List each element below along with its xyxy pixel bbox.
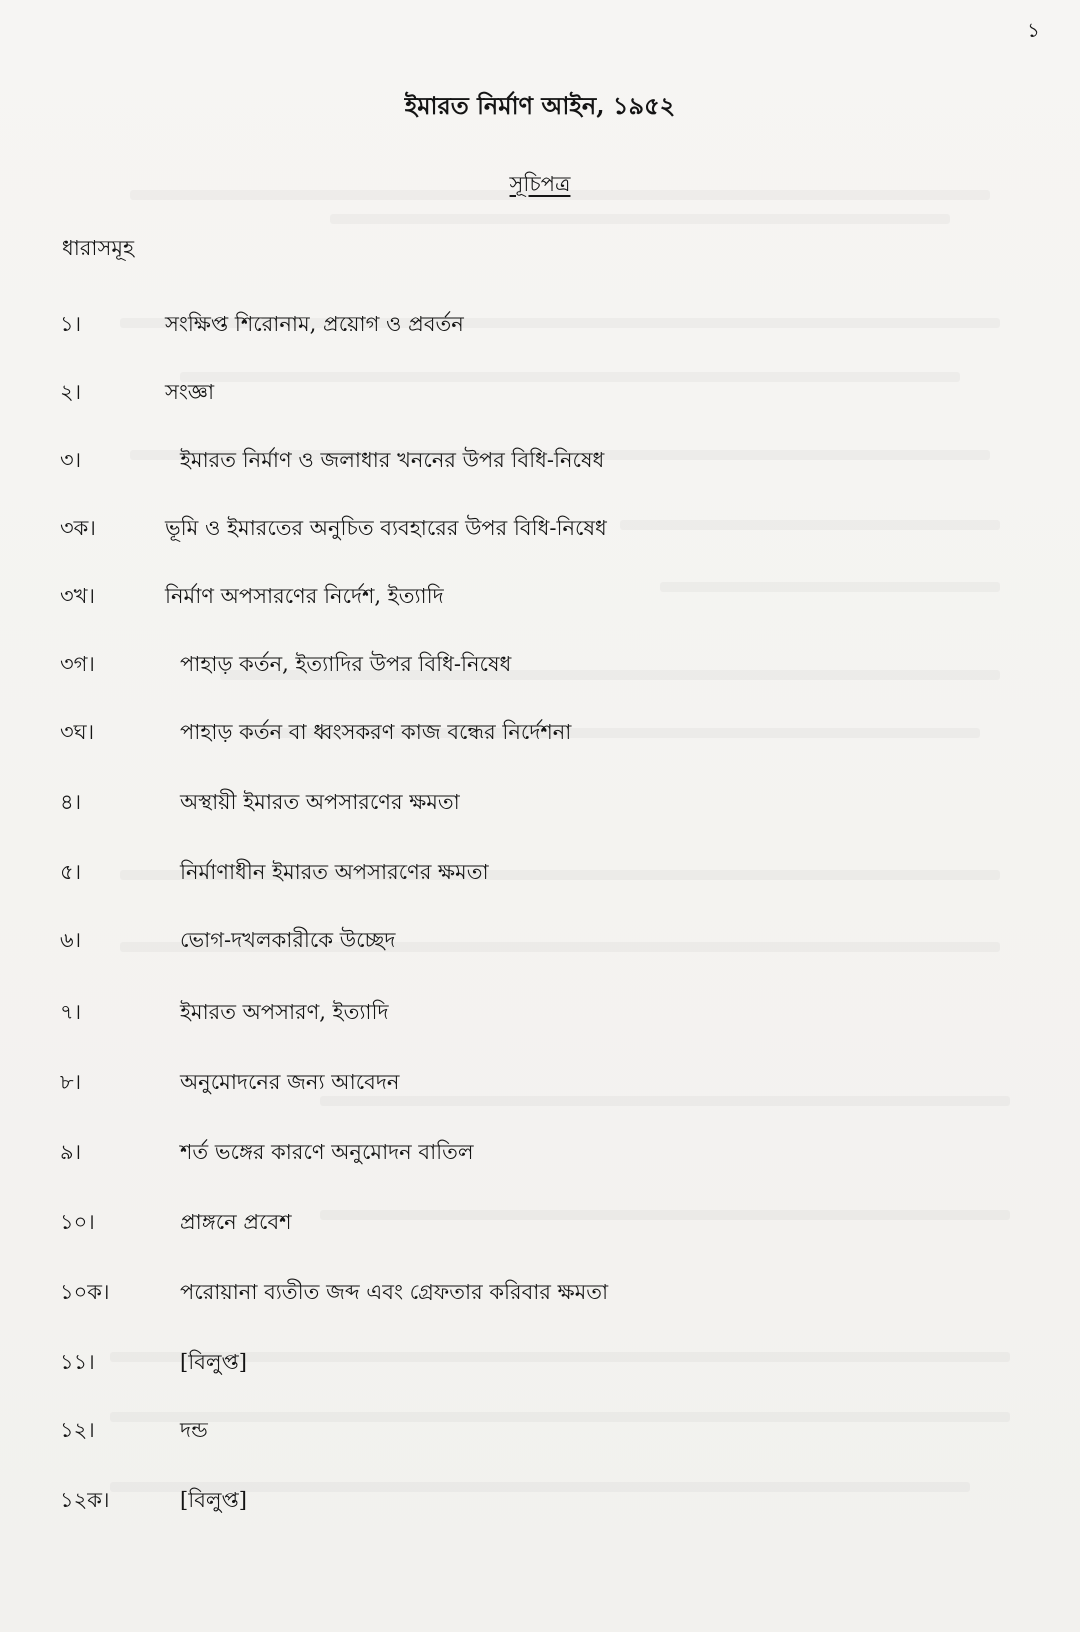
toc-entry	[0, 376, 1080, 410]
section-number: ১১।	[60, 1350, 95, 1374]
section-number: ৯।	[60, 1140, 82, 1164]
section-number: ৩গ।	[60, 652, 95, 676]
section-number: ১২ক।	[60, 1488, 110, 1512]
toc-entry	[0, 308, 1080, 342]
section-number: ১০ক।	[60, 1280, 110, 1304]
sections-heading: ধারাসমূহ	[62, 236, 135, 260]
section-number: ৬।	[60, 928, 82, 952]
section-title: ভোগ-দখলকারীকে উচ্ছেদ	[180, 928, 396, 952]
section-number: ১২।	[60, 1418, 95, 1442]
toc-entry	[0, 444, 1080, 478]
section-number: ১০।	[60, 1210, 95, 1234]
toc-entry	[0, 1414, 1080, 1448]
section-number: ৮।	[60, 1070, 82, 1094]
section-title: ভূমি ও ইমারতের অনুচিত ব্যবহারের উপর বিধি-নিষেধ	[165, 516, 607, 540]
toc-entry	[0, 1276, 1080, 1310]
document-title: ইমারত নির্মাণ আইন, ১৯৫২	[404, 91, 676, 120]
section-number: ৩খ।	[60, 584, 95, 608]
section-title: [বিলুপ্ত]	[180, 1350, 247, 1374]
toc-entry	[0, 716, 1080, 750]
toc-entry	[0, 1346, 1080, 1380]
section-number: ৫।	[60, 860, 82, 884]
toc-entry	[0, 648, 1080, 682]
section-title: প্রাঙ্গনে প্রবেশ	[180, 1210, 292, 1234]
section-title: পাহাড় কর্তন, ইত্যাদির উপর বিধি-নিষেধ	[180, 652, 512, 676]
section-title: ইমারত অপসারণ, ইত্যাদি	[180, 1000, 389, 1024]
section-title: শর্ত ভঙ্গের কারণে অনুমোদন বাতিল	[180, 1140, 474, 1164]
toc-entry	[0, 786, 1080, 820]
section-number: ৩ক।	[60, 516, 96, 540]
toc-entry	[0, 1484, 1080, 1518]
section-title: পরোয়ানা ব্যতীত জব্দ এবং গ্রেফতার করিবার ক্ষমতা	[180, 1280, 609, 1304]
section-number: ৩।	[60, 448, 82, 472]
section-title: অনুমোদনের জন্য আবেদন	[180, 1070, 400, 1094]
section-number: ৭।	[60, 1000, 82, 1024]
section-number: ১।	[60, 312, 82, 336]
toc-entry	[0, 1206, 1080, 1240]
section-title: অস্থায়ী ইমারত অপসারণের ক্ষমতা	[180, 790, 460, 814]
page-number: ১	[1027, 18, 1040, 42]
toc-entry	[0, 996, 1080, 1030]
section-title: পাহাড় কর্তন বা ধ্বংসকরণ কাজ বন্ধের নির্দেশনা	[180, 720, 572, 744]
section-title: [বিলুপ্ত]	[180, 1488, 247, 1512]
section-number: ২।	[60, 380, 82, 404]
toc-entry	[0, 512, 1080, 546]
section-number: ৩ঘ।	[60, 720, 95, 744]
contents-heading: সূচিপত্র	[509, 172, 571, 196]
toc-entry	[0, 580, 1080, 614]
toc-entry	[0, 1136, 1080, 1170]
section-title: সংক্ষিপ্ত শিরোনাম, প্রয়োগ ও প্রবর্তন	[165, 312, 464, 336]
section-title: নির্মাণাধীন ইমারত অপসারণের ক্ষমতা	[180, 860, 489, 884]
toc-entry	[0, 924, 1080, 958]
section-title: দন্ড	[180, 1418, 208, 1442]
section-title: নির্মাণ অপসারণের নির্দেশ, ইত্যাদি	[165, 584, 444, 608]
section-title: ইমারত নির্মাণ ও জলাধার খননের উপর বিধি-নিষেধ	[180, 448, 605, 472]
toc-entry	[0, 1066, 1080, 1100]
section-number: ৪।	[60, 790, 82, 814]
toc-entry	[0, 856, 1080, 890]
section-title: সংজ্ঞা	[165, 380, 215, 404]
